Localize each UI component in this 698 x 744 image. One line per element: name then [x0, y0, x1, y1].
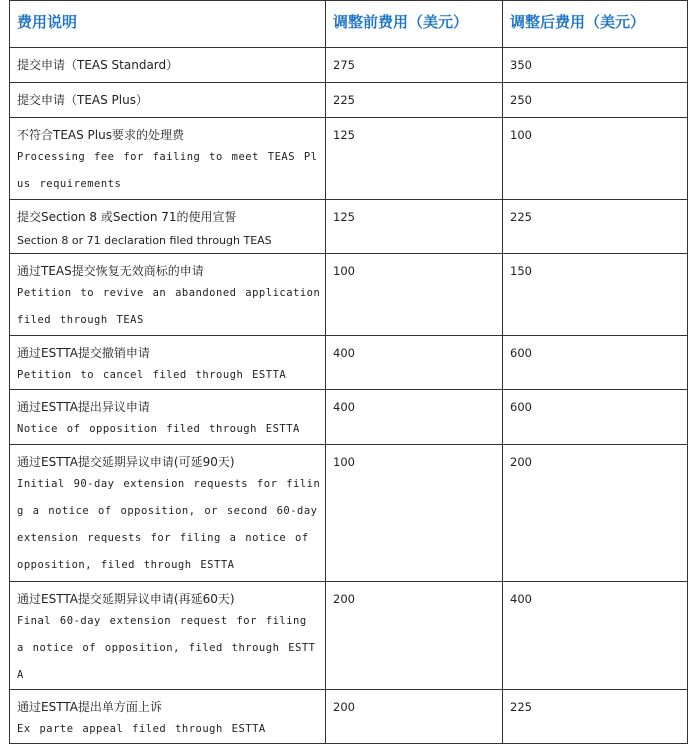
- fee-description-zh: 通过ESTTA提出单方面上诉: [17, 700, 162, 714]
- fee-after-cell: [503, 118, 688, 200]
- table-row: [10, 390, 688, 445]
- fee-description-en: Petition to revive an abandoned application filed through TEAS: [17, 287, 330, 326]
- fee-after-value: 400: [510, 592, 532, 606]
- fee-description-cell: [10, 254, 330, 336]
- fee-description-zh: 提交申请（TEAS Standard）: [17, 58, 179, 72]
- fee-after-value: 150: [510, 264, 532, 278]
- fee-description-cell: [10, 118, 326, 200]
- table-body: [10, 48, 688, 744]
- fee-description-en: Processing fee for failing to meet TEAS Plus requirements: [17, 151, 318, 190]
- table-row: [10, 254, 688, 336]
- table-row: [10, 445, 688, 582]
- fee-before-cell: [326, 582, 503, 690]
- fee-description-cell: [10, 336, 326, 390]
- fee-before-cell: [326, 48, 503, 83]
- fee-after-cell: [503, 690, 688, 744]
- fee-description-en: Notice of opposition filed through ESTTA: [17, 423, 300, 435]
- fee-before-value: 125: [333, 210, 355, 224]
- fee-description-zh: 通过ESTTA提交撤销申请: [17, 346, 150, 360]
- fee-before-cell: [326, 254, 503, 336]
- fee-description-en: Final 60-day extension request for filing a notice of opposition, filed through ESTTA: [17, 615, 316, 681]
- fee-after-cell: [503, 390, 688, 445]
- table-row: [10, 48, 688, 83]
- header-description: 费用说明: [10, 1, 326, 48]
- fee-before-value: 275: [333, 58, 355, 72]
- fee-before-value: 400: [333, 346, 355, 360]
- header-before-fee: 调整前费用（美元）: [326, 1, 503, 48]
- fee-after-value: 100: [510, 128, 532, 142]
- fee-description-cell: [10, 582, 326, 690]
- table-row: [10, 83, 688, 118]
- fee-before-cell: [326, 118, 503, 200]
- fee-description-cell: [10, 445, 326, 582]
- table-row: [10, 690, 688, 744]
- fee-description-zh: 通过ESTTA提交延期异议申请(可延90天): [17, 455, 235, 469]
- fee-before-value: 100: [333, 264, 355, 278]
- fee-before-value: 400: [333, 400, 355, 414]
- fee-before-cell: [326, 445, 503, 582]
- fee-description-zh: 通过ESTTA提交延期异议申请(再延60天): [17, 592, 235, 606]
- fee-after-cell: [503, 254, 688, 336]
- header-after-fee: 调整后费用（美元）: [503, 1, 688, 48]
- fee-description-cell: [10, 690, 326, 744]
- table-header-row: [10, 1, 688, 48]
- fee-before-cell: [326, 336, 503, 390]
- fee-before-value: 200: [333, 700, 355, 714]
- table-row: [10, 582, 688, 690]
- fee-table: [9, 0, 688, 744]
- fee-after-value: 225: [510, 700, 532, 714]
- fee-after-value: 225: [510, 210, 532, 224]
- fee-before-value: 125: [333, 128, 355, 142]
- fee-after-cell: [503, 336, 688, 390]
- fee-before-value: 100: [333, 455, 355, 469]
- fee-after-cell: [503, 200, 688, 254]
- table-row: [10, 200, 688, 254]
- fee-after-cell: [503, 48, 688, 83]
- fee-after-value: 250: [510, 93, 532, 107]
- fee-before-value: 225: [333, 93, 355, 107]
- fee-description-cell: [10, 48, 326, 83]
- fee-description-en: Section 8 or 71 declaration filed through TEAS: [17, 234, 272, 247]
- fee-before-cell: [326, 83, 503, 118]
- fee-after-value: 200: [510, 455, 532, 469]
- table-row: [10, 118, 688, 200]
- fee-description-cell: [10, 390, 326, 445]
- fee-description-cell: [10, 83, 326, 118]
- table-row: [10, 336, 688, 390]
- fee-before-cell: [326, 690, 503, 744]
- fee-description-zh: 提交Section 8 或Section 71的使用宣誓: [17, 210, 237, 224]
- fee-description-zh: 提交申请（TEAS Plus）: [17, 93, 148, 107]
- fee-description-zh: 通过TEAS提交恢复无效商标的申请: [17, 264, 204, 278]
- fee-description-zh: 通过ESTTA提出异议申请: [17, 400, 150, 414]
- fee-after-value: 600: [510, 346, 532, 360]
- fee-before-cell: [326, 390, 503, 445]
- fee-description-cell: [10, 200, 326, 254]
- fee-after-cell: [503, 83, 688, 118]
- fee-after-value: 350: [510, 58, 532, 72]
- fee-after-cell: [503, 445, 688, 582]
- fee-after-cell: [503, 582, 688, 690]
- fee-after-value: 600: [510, 400, 532, 414]
- fee-description-en: Initial 90-day extension requests for filing a notice of opposition, or second 60-day extension requests for filing a notice of opposition, filed through ESTTA: [17, 478, 327, 571]
- fee-description-en: Petition to cancel filed through ESTTA: [17, 369, 287, 381]
- fee-before-value: 200: [333, 592, 355, 606]
- fee-description-en: Ex parte appeal filed through ESTTA: [17, 723, 266, 735]
- fee-description-zh: 不符合TEAS Plus要求的处理费: [17, 128, 184, 142]
- fee-before-cell: [326, 200, 503, 254]
